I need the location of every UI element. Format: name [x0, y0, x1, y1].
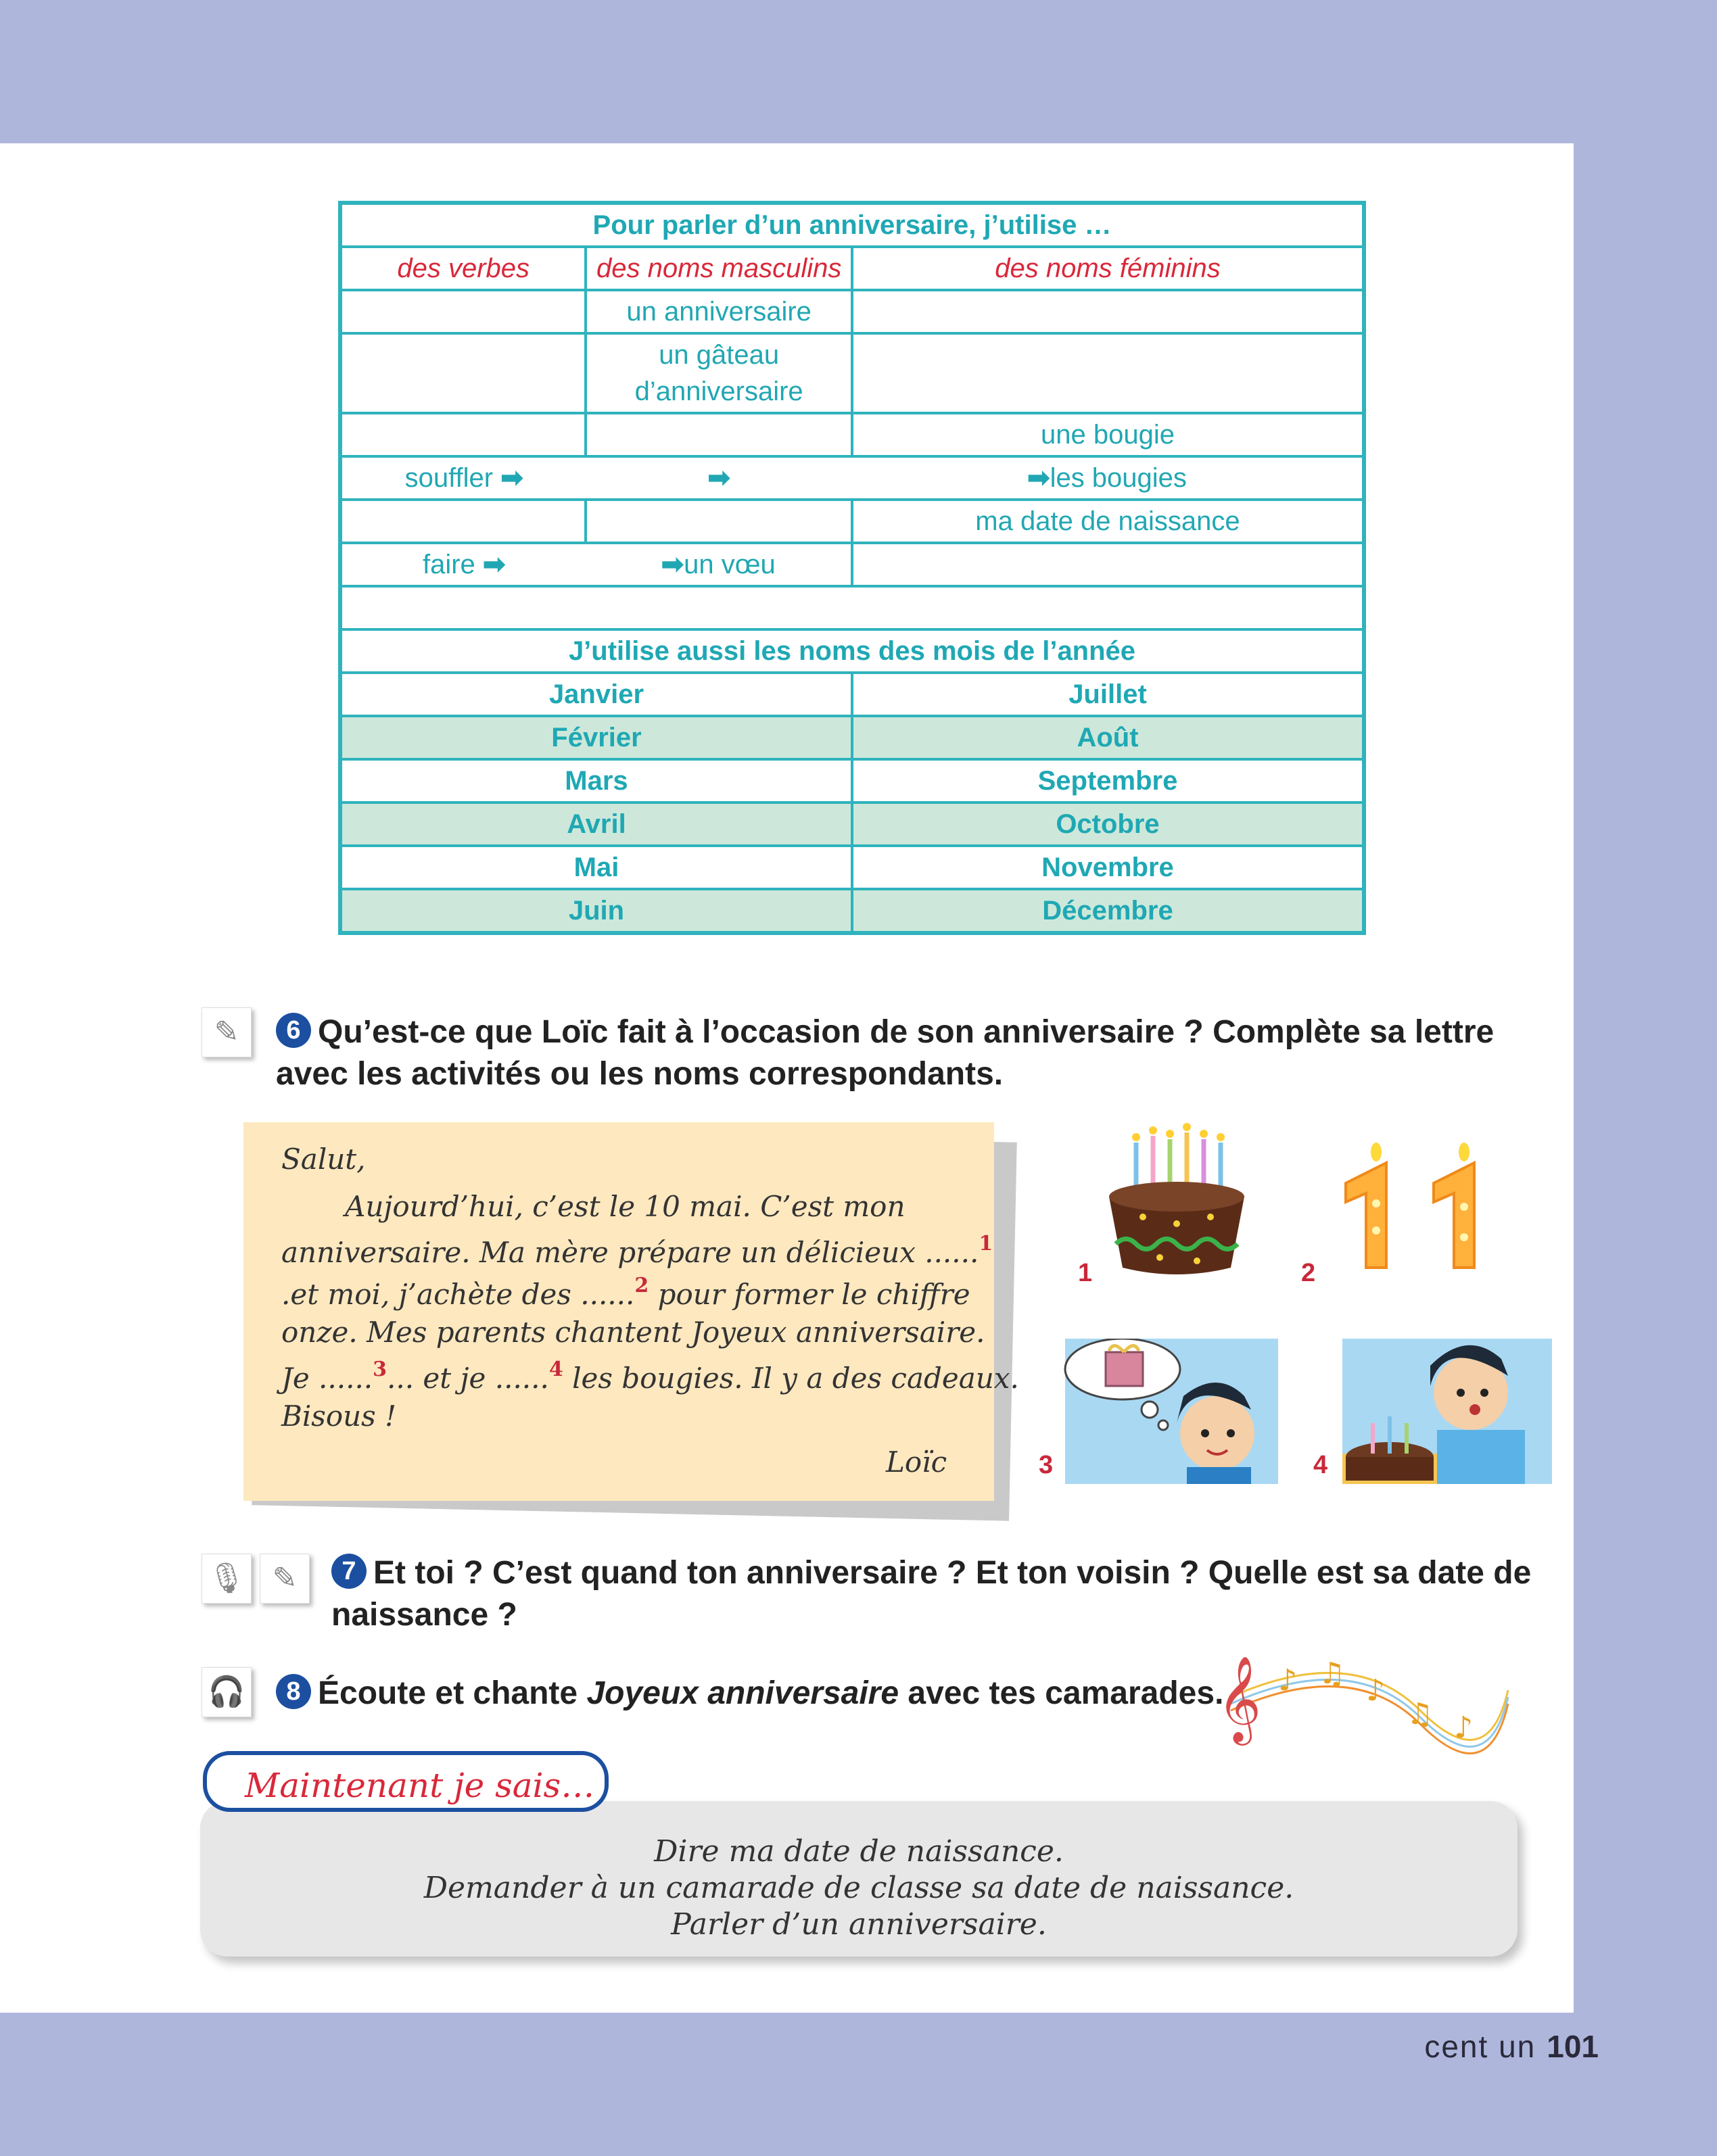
table-title: Pour parler d’un anniversaire, j’utilise … — [340, 203, 1364, 247]
month-cell: Septembre — [852, 759, 1364, 802]
svg-text:♪: ♪ — [1278, 1663, 1298, 1698]
column-header-feminine: des noms féminins — [852, 247, 1364, 290]
birthday-cake-image — [1096, 1122, 1258, 1285]
summary-line: Dire ma date de naissance. — [654, 1834, 1064, 1869]
picture-number: 1 — [1078, 1259, 1093, 1287]
table-row — [340, 759, 1364, 802]
exercise-8-text: Écoute et chante — [318, 1675, 587, 1711]
exercise-number-badge: 6 — [276, 1013, 311, 1048]
letter-text: anniversaire. Ma mère prépare un délicieux ...... — [281, 1236, 979, 1269]
exercise-7 — [331, 1552, 1531, 1636]
exercise-6 — [276, 1011, 1494, 1095]
table-cell: ma date de naissance — [852, 500, 1364, 543]
month-cell: Mars — [340, 759, 852, 802]
table-cell: faire — [422, 550, 475, 579]
page-footer — [1424, 2028, 1599, 2065]
blank-number: 1 — [979, 1232, 993, 1255]
month-cell: Février — [340, 716, 852, 759]
table-cell: les bougies — [1050, 463, 1187, 493]
letter — [243, 1122, 1019, 1501]
letter-line: onze. Mes parents chantent Joyeux anniversaire. — [281, 1316, 985, 1349]
picture-number: 3 — [1039, 1451, 1054, 1479]
letter-greeting: Salut, — [281, 1143, 366, 1176]
exercise-7-line-2: naissance ? — [331, 1597, 517, 1633]
blank-number: 3 — [373, 1358, 387, 1381]
svg-text:♫: ♫ — [1407, 1697, 1434, 1731]
song-title: Joyeux anniversaire — [586, 1675, 899, 1711]
boy-blowing-candles-image — [1342, 1339, 1552, 1484]
music-notes-decoration — [1217, 1650, 1515, 1765]
month-cell: Décembre — [852, 889, 1364, 933]
letter-text: .et moi, j’achète des ...... — [281, 1278, 635, 1311]
exercise-8 — [276, 1673, 1223, 1715]
number-eleven-candles-image — [1332, 1143, 1508, 1278]
vocabulary-table — [338, 201, 1366, 935]
picture-number: 2 — [1301, 1259, 1316, 1287]
arrow-right-icon: ➡ — [661, 550, 684, 579]
table-row — [340, 846, 1364, 889]
table-cell: un anniversaire — [586, 290, 852, 333]
svg-text:♪: ♪ — [1366, 1673, 1386, 1708]
table-row — [340, 290, 1364, 333]
learning-summary-box — [200, 1801, 1518, 1957]
letter-text: les bougies. Il y a des cadeaux. — [563, 1362, 1019, 1395]
picture-number: 4 — [1313, 1451, 1328, 1479]
exercise-6-line-2: avec les activités ou les noms correspondants. — [276, 1056, 1004, 1092]
exercise-number-badge: 7 — [331, 1554, 367, 1589]
letter-text: ... et je ...... — [387, 1362, 549, 1395]
table-row — [340, 500, 1364, 543]
table-row — [340, 716, 1364, 759]
letter-line — [281, 1358, 1019, 1395]
table-cell: un vœu — [684, 550, 776, 579]
letter-line: Aujourd’hui, c’est le 10 mai. C’est mon — [345, 1190, 905, 1223]
arrow-right-icon: ➡ — [707, 463, 730, 493]
letter-text: pour former le chiffre — [649, 1278, 970, 1311]
letter-signature: Loïc — [886, 1445, 947, 1479]
month-cell: Juillet — [852, 673, 1364, 716]
summary-line: Parler d’un anniversaire. — [671, 1907, 1047, 1942]
month-cell: Avril — [340, 802, 852, 846]
exercise-7-line-1: Et toi ? C’est quand ton anniversaire ? Et ton voisin ? Quelle est sa date de — [373, 1555, 1532, 1591]
table-row — [340, 802, 1364, 846]
column-header-masculine: des noms masculins — [586, 247, 852, 290]
svg-text:♫: ♫ — [1319, 1656, 1346, 1691]
month-cell: Mai — [340, 846, 852, 889]
letter-line — [281, 1274, 970, 1311]
letter-text: Je ...... — [281, 1362, 373, 1395]
summary-line: Demander à un camarade de classe sa date de naissance. — [423, 1871, 1294, 1905]
month-cell: Août — [852, 716, 1364, 759]
exercise-6-line-1: Qu’est-ce que Loïc fait à l’occasion de son anniversaire ? Complète sa lettre — [318, 1014, 1495, 1050]
table-cell: souffler — [404, 463, 494, 493]
microphone-icon: 🎙 — [202, 1554, 252, 1604]
table-row — [340, 543, 1364, 586]
page-number-words: cent un — [1424, 2029, 1536, 2064]
table-row — [340, 456, 1364, 500]
arrow-right-icon: ➡ — [500, 463, 523, 493]
arrow-right-icon: ➡ — [482, 550, 506, 579]
month-cell: Novembre — [852, 846, 1364, 889]
exercise-number-badge: 8 — [276, 1674, 311, 1709]
svg-text:♪: ♪ — [1454, 1710, 1474, 1745]
exercise-8-text: avec tes camarades. — [899, 1675, 1224, 1711]
table-row — [340, 889, 1364, 933]
blank-number: 4 — [548, 1358, 563, 1381]
letter-line — [281, 1232, 993, 1269]
month-cell: Janvier — [340, 673, 852, 716]
table-cell: une bougie — [852, 413, 1364, 456]
letter-closing: Bisous ! — [281, 1399, 396, 1433]
page-number: 101 — [1547, 2029, 1599, 2064]
month-cell: Juin — [340, 889, 852, 933]
months-title: J’utilise aussi les noms des mois de l’année — [340, 629, 1364, 673]
blank-number: 2 — [634, 1274, 649, 1297]
arrow-right-icon: ➡ — [1027, 463, 1050, 493]
table-row — [340, 413, 1364, 456]
pencil-icon: ✎ — [260, 1554, 310, 1604]
headphones-icon: 🎧 — [202, 1667, 252, 1717]
boy-thinking-gift-image — [1055, 1339, 1278, 1484]
month-cell: Octobre — [852, 802, 1364, 846]
table-row — [340, 673, 1364, 716]
maintenant-je-sais-label: Maintenant je sais… — [203, 1751, 609, 1812]
svg-text:𝄞: 𝄞 — [1217, 1655, 1262, 1742]
column-header-verbs: des verbes — [340, 247, 586, 290]
table-cell: un gâteau d’anniversaire — [586, 333, 852, 413]
table-row — [340, 333, 1364, 413]
pencil-icon: ✎ — [202, 1007, 252, 1057]
